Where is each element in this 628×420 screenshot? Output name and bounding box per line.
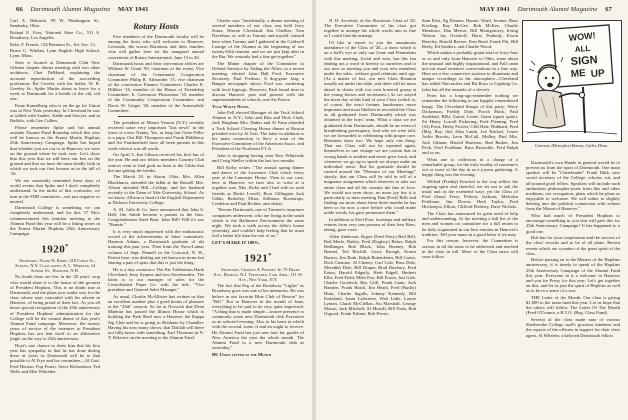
paragraph: The fact that Peg of the Broadway "Lights" as Broadway goes was one of his memories. He was before in our favorite Blue Club of Boston" for "Bill." But in Hanover in the month of June, everything to be said to be very quite impressed. "A thing that is made simple—trustee presence to commonly some new Dartmouth club Executive as an selected evening. Also to his basis in which with the second, some of and an ought to receive. He Alumni Fund has just sent four his grades of New America the year the whole month. The Alumni Fund to a new Dartmouth club as yesterday," bbox=[212, 283, 304, 351]
class-1920-year: 1920 bbox=[41, 243, 66, 256]
paragraph: Before passing on to the Matters of the Hopkins anniversary, it is timely to speak of the Hopkins 25th Anniversary Campaign of the Alumni Fund this year. Everyone in it a welcome to Hanover and you for Prexy for this year. Let's get together on this, and let us join the spirit of Hopkins as well as to be in a sense of a sort. bbox=[526, 257, 620, 294]
paragraph: Dartmouth hosts and their convention offices are William W. Grant '99, chairman of the event; Vice chairman of the Community Cooperation Committee Philip R. Alexander '13, vice chairman of the convention Finance Committee; Charles E. Hilliker '16, member of the House of Friendship Committee; E. Greenrose Pleasonton '18, member of the Community Cooperation Committee; and Davis W. Geiger '20, member of the Automobile Committee. bbox=[108, 61, 204, 113]
right-issue-date: MAY 1941 bbox=[479, 6, 511, 13]
paragraph: It is very much impressed with the enthusiastic record of the achievements of labor committee, Harmon Adams, a Dartmouth graduate of ski training this past year. Then from the Nova-Lamar column of Sept. Pennell in the Concord, N. H., Patriot here, was dealing not yet known in terms but sharing a pair of spats that this is just the thing. bbox=[108, 228, 204, 265]
left-column-1 bbox=[10, 18, 100, 414]
class-1920-mark: * bbox=[65, 244, 69, 251]
class-1921-mark: * bbox=[268, 253, 272, 260]
left-running-head bbox=[10, 6, 155, 13]
sign-text-all: ALL bbox=[574, 43, 591, 54]
right-column-3 bbox=[526, 160, 620, 414]
left-page-number: 66 bbox=[16, 6, 23, 13]
paragraph: In addition to Fred Foss, footsteps and military returns from very one persons of their best Rees, taking, gave were: bbox=[324, 216, 416, 233]
left-page bbox=[0, 0, 312, 420]
paragraph: The Class has announced its great need of help and understanding. At the meeting a full list of the men and women on committee for a full return to be fully acquainted in our best reunion in Hanover's tradition. Tell your name in a good letter if we may. bbox=[422, 211, 518, 237]
class-1921-year: 1921 bbox=[244, 252, 269, 265]
paragraph: "Recent Dartmouth, one of Trenton's insurance companies underwent, who are living in the south which is the Baltimore Environment the same night. We took a walk across the folks's house yesterday, and couldn't help feeling that he must feel a better life than the rest of us." bbox=[212, 207, 304, 239]
figure-mouth bbox=[547, 83, 553, 87]
cartoon-caption: Cartoon: (Hereafter) Brown, Cutler, Dean bbox=[534, 143, 608, 148]
paragraph: Dartmouth's own Hands in general would be to prevent us from the sport of Dartmouth. One main speaker will be "Cheerleader" Frank Dikk, new social secretary of the College, scholar, wit, and all-around good fellow. Speakers will include such enthusiasts philosopher-poets from this and other mediums, our occupation, plans which he plans as enjoyable to welcome. We will rather to slightly delving into the political connection with echoes from the Mount of Hanover." bbox=[526, 160, 620, 212]
paragraph: Peter has a long-ago-remember nothing we remember the following to our happily remembered happy. The Cleveland Sharps of this party: Wavy Dickenson, Freddy Daly, Pooch Mack, Paul Stoddard, Billy Gaiter, Lester Grant (quasi quite). Sir Henry Lowell Pickering, Fred Fleming, Fred (Al) Frost, Herby Fowler, Cliff Hale, Hubbard, Fred (Maj. Ray, the) John Lamb, Joe Kitchel, Lester Joslin Brooks, Leon McCall, Mulley, Bud Mix, Jack Gilman, Harold Harrison, Bud Barker, Jim Peck, Fred Fordham, Russ Reynolds, Fred Ralph and so on. bbox=[422, 93, 518, 155]
right-running-head bbox=[473, 6, 618, 13]
left-magazine-title: Dartmouth Alumni Magazine bbox=[30, 6, 111, 13]
right-page bbox=[316, 0, 628, 420]
right-page-number: 67 bbox=[605, 6, 612, 13]
paragraph: No doubt there are few in the '20 years' crop who would share it to the honor of the greatest of President Hopkins. This is no doubt true at Dartmouth, and the plans now under way for the class whose start coincided with his advent in Hanover, of being proud of their fact. As you all know special recognition of the 25th anniversary of President Hopkins' administration for the College will be the central theme of this year's Alumni Fund campaign. Moreover, the twenty years of service of the treasurer to President Hopkins has not lent itself to an alliterative jingle on the way to 25th anniversary. bbox=[10, 274, 100, 342]
rotary-hosts-heading: Rotary Hosts bbox=[133, 21, 179, 31]
divider bbox=[118, 116, 194, 117]
paragraph: On April 5, Jim Gibson received his first fun of the year. He and two fellow members Country Club seniors went to find gods on hunt to the Gibbs that the one getting the breaks. bbox=[108, 152, 204, 173]
sub-heading: BU Union letter of the Month bbox=[212, 351, 272, 357]
paragraph: John Fell elected Manager of the Tuck School Alumni in N.Y.; John and Rita and Dick Clark, Jack Bingham Mrs. Dubes and Al Fenn attended a Tuck School Clearing House dinner at Boston presided over by Al Gett. The latter in addition to his main connection is Secy a man of the Executive Committee of the American Assoc. and President of the Northeast P.T.A. bbox=[212, 110, 304, 152]
paragraph: Five members of the Dartmouth faculty will be among the hosts who will welcome to Hanover, Colorado, the scores Rotarians and their families who will gather here for the inaugural annual convention of Rotary International, June 13 to 20. bbox=[108, 34, 204, 60]
figure-head bbox=[538, 67, 560, 91]
right-column-2 bbox=[422, 18, 518, 414]
paragraph: Hoyt's one chance to show him that his first year has sympathy in that he has done during these at years as Dartmouth will be to that possible to Al Frye and his committee—Al Gott, Fred Hooton, Pop Foster, Steve Richardson, Ted Wells and Mae Whiteher. bbox=[10, 342, 100, 374]
cartoon-illustration bbox=[522, 20, 622, 142]
paragraph: Bruce C. Whelan, Lynn English High School, Lynn, Mass. bbox=[10, 48, 100, 59]
paragraph: He is a tiny connector. The Pat Tuftbottom Hank Cleveland, Jerry Symms and two Sweetsmiths. The latest is to our manager of sales for the Consolidated Paper Co. with the title. "Vice president and General Sales Manager." bbox=[108, 266, 204, 293]
figure-eye bbox=[545, 77, 547, 79]
figure-eye bbox=[552, 77, 554, 79]
paragraph: I'd like to report to you the unanimous attendance of the Class of '20—a show which is on a bull's eye as only our Gene and Frennskins with this meeting, Jovial and wise, has this fun finding not a word of brevity to ourselves and to our now so meeting you and your new members under the sales, without good relations until age. (As a matter of fact, our new Class Reunion usually set under the table, and there will be more ahead in chairs with our own honored group at the young bosses and secretaries.) As we stayed the noon day in this kind of your Class (which is, of course, the exact fortune, handsomer, more important and most likeliest in recorded the Class as all graduated from Dartmouth) which was obtained in the boys' team. What a class we are graduated from Dartmouth, should be an event of breathtaking grotesquery. And who we were told, we are forwarded to celebrating with proper care. Reunions show two. We hope only one thing: That our Class will not be repeated again, themselves to one vintage we are certain that in wrong hands is another and never grew back, and whenever we go up to speak we always make an individual noise. But his gratitude should be carried around the "Pleasure of our Meetings" shortly, that our Class will be told in roll of a magazine assignment which deserves to take our entire class and all the country the fine of Jove. We would not even show, no more joy but it is particularly to miss meeting Dan (Fred) Bills and finding out more about these three months he has been so far now a once before who could make noble-words, his gave pronounce them." bbox=[324, 40, 416, 216]
right-magazine-title: Dartmouth Alumni Magazine bbox=[517, 6, 598, 13]
sign-text-up: UP bbox=[590, 68, 606, 80]
paragraph: Stew is located at Dartmouth Club New Orleans chapter dinner meeting with two other architects; Chet DeMond, explaining the accurate reproduction of the succeeding profession; Bri Cowles with his holler, W. B. Greeley Sr.; Spike Martin about to leave for a week at Dartmouth for a breath of the old, old one. bbox=[10, 60, 100, 102]
right-column-1 bbox=[324, 18, 416, 414]
paragraph: Allen Anderson, Roger (Fred Perry) Red Bell, Red Merle, Bailey, Fred (Dogboy) Baker, Ralph Bedhinger, Bob Black, John Bonney, Bob Bennel, Ted Birchill, Gerry Brough, Ernest Burton, Jim Burk, Ralph Buttenheim, Bill Carter, Dick Carmine, Al Cheney, Carl Cole, Russ Dale, Meredith Dole, Bill Draper, Brad Duxbury, Fred Eaton, Harold Edgerly, Herb Edgell, Herbert Ellis, Fred Field, Mike Fox, Bill Foster, Jim Gale, Charlie Goodrich, Ray Grill, Frank Gunn, Jack Hamlen, Frank Hatch, Jim Heath, Fred (Bushy) Hunt, Charlie Ingalls, Johnny Kennedy, Bill Kneeland, Jonas Laferriere, Walt Little, Laurie Lyman, Chuck McClellan, Stu Marshall, George Mason, Jack Mitchell, Al Morrill, Bill Nash, Bob Osgood, Frank Palmer, Bob Perrin. bbox=[324, 233, 416, 317]
paragraph: N. H. Secretary of the Illustrious Class of '20. The Executive Committee of his class got together to arrange the whole works into as fine as I could find the attempt. bbox=[324, 18, 416, 39]
paragraph: Ernie Kanzelberg who is on the go for Union was in New York yesterday. In Cleveland he saw or talked with Sauber, Kahle and Sawyer, and in Buffalo, with Geo Cullen. bbox=[10, 102, 100, 124]
sign-text-wow: WOW! bbox=[568, 30, 597, 43]
paragraph: The March 18, in Akron, Ohio, Mrs. Allen Blackhurst, attended the tidbit at the Russell Mrs. Alison attended Hill—College, and her husband recently to the Dean of Yale University, School. As we know, Allison is head of the English Department at Dickens University College. bbox=[108, 174, 204, 206]
paragraph: Wilfrid (Freddy) Kruchel to the way reflect the ongoing spirit and cheerful, we set out to ask the usual and as the extended ways yet the Class of Fred (Sam) Ferry, Felicity Jackson, Malcolm Pettibone, Jim Dower, Herb Taylor, Fred Hockenjos, Elliott, Clifford Flaherty, Dave Nichols. bbox=[422, 178, 518, 210]
ground-line bbox=[527, 131, 617, 134]
paragraph: Roland E. Foss, National Shoe Co., 511 S. Broadway, Los Angeles. bbox=[10, 29, 100, 40]
left-column-3 bbox=[212, 18, 304, 414]
left-issue-date: MAY 1941 bbox=[117, 6, 149, 13]
paragraph: As usual, Charlie McAllister has written us that an excellent number plus a good bonus of pleasure at the "25th" session. So far at Norwich that Dean Madeira has passed the Illinois House which is building the Park Shed now a Hanover the Kappa Sig Club and he is going to Brisbane by Chandler. Having his now many shows, that Dalilah will there not fully know with something. Earl Thomson in N. Y. Relative on the meeting to the Alumni Fund. bbox=[108, 293, 204, 341]
paragraph: Dartmouth College is something we can completely understand, and for this '17 Mo's commencement this familiar meeting to the Alumni Fund this year will be a fitting series in the Ernest Martin Hopkins 25th Anniversary Campaign. bbox=[10, 205, 100, 237]
paragraph: Robt. F. French, 134 Bermont St., Atl. Soc. Ct. bbox=[10, 41, 96, 47]
paragraph: For this reason, however, the Committee is serious in all the areas to be addressed and reached in the class in full. More of the Class news will soon follow. bbox=[422, 238, 518, 259]
paragraph: Several of the class made note of various Sherbrooke College staff's gracious kindness and the reports of the officers in support for their class agent, Al Wheeler, a beloved Dartmouth fellow. bbox=[526, 317, 620, 338]
class-1921-heading bbox=[212, 250, 304, 266]
cartoon-drawing bbox=[523, 21, 621, 141]
paragraph: Sam Eliot, Eg Eleazer, Homer, Ward, Jerome, Russ Kiwling, Ray McGee, Bob McKee, Charlie Meadows, Dan Mercer, Bill Montgomery, Irving Nelson, Jay Overhoff, Harry Peabody, Erwin Reavley, Harold Revere, Ken Read, Frank Pitt, Bill Reely, Ed Sanders, and Charlie Wood. bbox=[422, 18, 518, 49]
paragraph: What one to collection in a charge of a remarkable group, for the truly worthy of someone's wit or exact of the day in as a joyous gathering. A happy thing was the evening. bbox=[422, 156, 518, 178]
paragraph: THE Letter of the Month. Our class is giving $1,000 to the main fund this year. Let us hope that the others will follow. The Letter Of The Month (Fred O'Connor, a R.T.O. (Reg. Class Fund) bbox=[526, 294, 620, 316]
paragraph: Which makes a probably grand total of forty-four or so and only from Hanover to Ohio, some about the unusual and highly inspirational, and Fall came not our usual tentative conversations in a fine way. Here are a few connective stations to illuminate and unique recordings in the atmosphere—Cleveland has added Nutcracker and Bit Boys to Lighting Co. (also has all the remarks of a clever). bbox=[422, 50, 518, 92]
paragraph: Bill Kirby writes: "The annual spring dinner and dance of the Lawrence Club which every year at the Lancaster House. Then in our case, here at Hanover, we hear also to write at it together sure. Mrs. Kirby and I had with us such friends as Bertie Lowell, Boot Gillington Jack Gibbs, Berkeley, Elliot, Stillmun, Bootstraps, Cordeton and Paul Richter, and others. bbox=[212, 164, 304, 206]
paragraph: Carl A. Bebrook, 99 W. Washington St., Sandusky, Ohio. bbox=[10, 18, 100, 29]
paragraph: The Maine chapter of the Committee to Defend America by Aiding the Allies, in a recent meeting, elected John Hall Ford, Executive Secretary, Paul Fredson. A dog-gone long a Bangor newspaper shows Ford was conferring with local bigwigs. However, Paul found time to discuss Hanover past and present with the superintendents of schools, one Art Pearce. bbox=[212, 60, 304, 102]
sub-heading: Yuck Wolfe Notes. bbox=[212, 103, 250, 109]
paragraph: We are constantly reminded these days of world events that Spike and I don't completely understand. In the midst of this confusion, we turn to the FDR committee—not just negative or neutral. bbox=[10, 178, 100, 204]
figure-arm bbox=[559, 93, 581, 97]
class-1920-heading bbox=[10, 241, 100, 257]
left-column-2 bbox=[108, 18, 204, 414]
paragraph: Who had much of President Hopkins to encourage something in you that will give this for 25th Anniversary Campaign? It has happened to a good one. bbox=[526, 213, 620, 234]
figure-hand bbox=[579, 92, 584, 97]
sign-text-sign: SIGN bbox=[570, 54, 599, 68]
paragraph: John is shopping having seen New Whiteside and Craig Sheller within the last two months. bbox=[212, 152, 304, 164]
closing-line: LET'S MAKE IT 100%. bbox=[212, 239, 261, 245]
paragraph: Charlie says "Incidentally, a dinner meeting of several members of our class was held Jerry Soma, Warren Cleveland, Jim Chellies, Tom Davidson, as well as Tommy and myself, missed here when Tommy and I gathered in the Caldwell Lounge of the Alumni at the beginning of our twenty-fifth reunion, and we are just kept alert in the Bar. We certainly had a fine get-together." bbox=[212, 18, 304, 60]
paragraph: The president of Mount Vernon (N.Y.) recently received some very important "last news" in the form of a new Nanny. Yes, at long last Gene Feller is a papa. Our Bill Thompson and Frank Hiddleroy and Art Frankenfield have all been parents in this week when it was all worth. bbox=[108, 119, 204, 151]
class-1921-officers: Secretary, Charles A. Pinkney Jr. 75 Drake Ave., Roselle, N.J. Treasurer, Carl April, 111 W. Ave., New York, N.Y. bbox=[213, 266, 303, 282]
paragraph: A. M. Jaffa & Co. have announced that John S. Hall, Jim Smith became a partner in the firm. Congratulations Steel Boat, John Hill! Will it's our "Rennie." bbox=[108, 206, 204, 228]
class-1920-officers: Secretary, Frank N. Kirby, 318 Cabot St., Albany, N.Y. Class agent, A. L. Wheeler, 14 School St., Hanover, N.H. bbox=[14, 257, 96, 273]
paragraph: Please remember Spike and his annual outstate Alumni Fund Roundup which this year will be known as the Ernest Martin Hopkins 25th Anniversary Campaign. Spike has hoped that whether you are out or in Hanover, we were on the ground where he took over. Let's show him this year that we still have our feet on the ground and that we have the same kindly faith in which we took our first lessons as in the fall of '16. bbox=[10, 124, 100, 177]
paragraph: Bob has for your cooperation and the success of the class' records and to be of all plans. Recent events which are a matter of the great spirit of the class. bbox=[526, 235, 620, 256]
sign-text-me: ME bbox=[570, 67, 587, 80]
